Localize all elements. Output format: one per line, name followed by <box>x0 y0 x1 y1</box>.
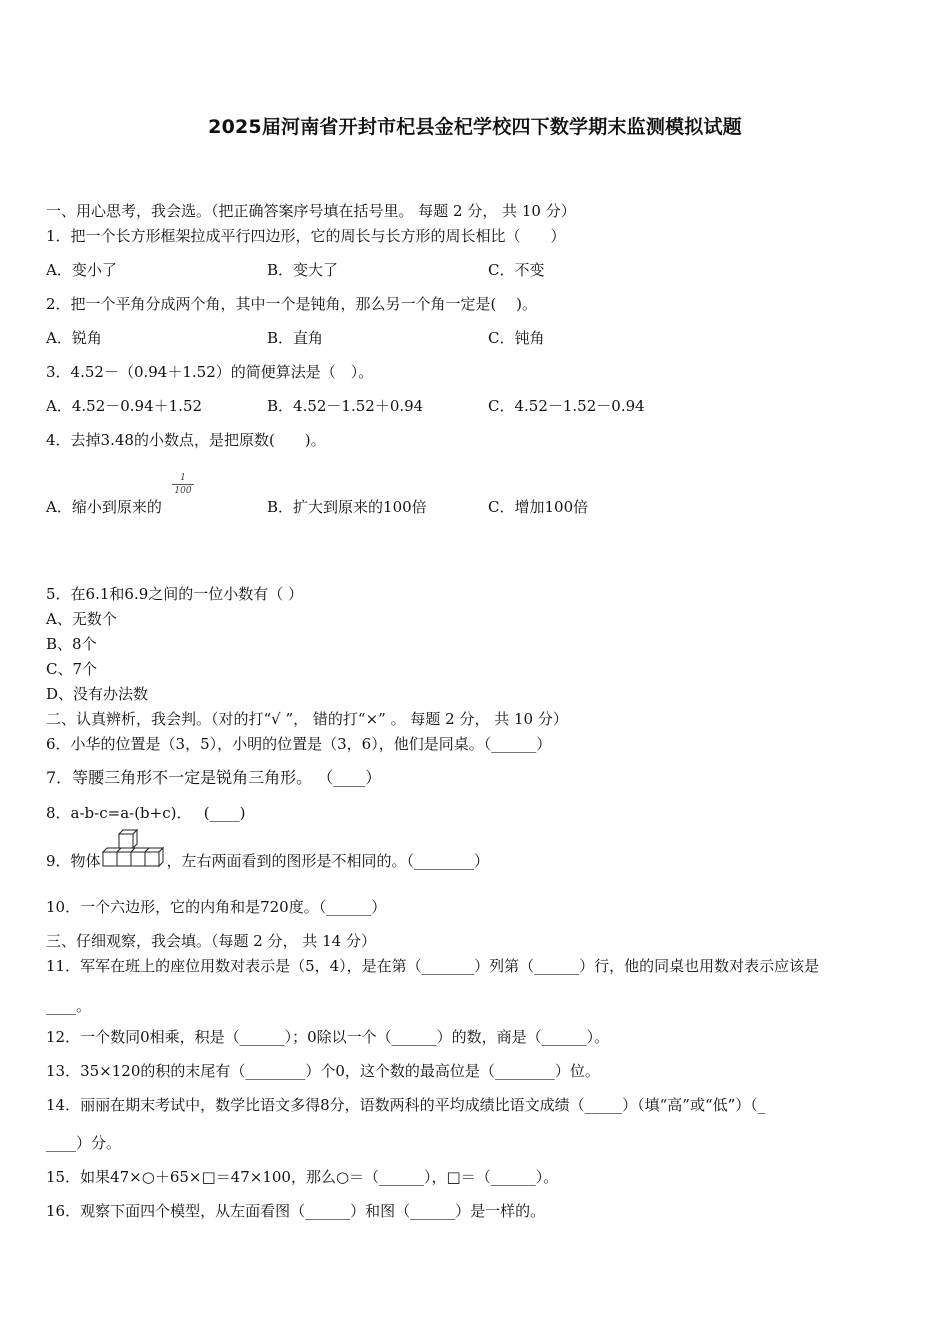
fraction-bar <box>172 484 194 485</box>
q1-option-a: A．变小了 <box>46 261 117 279</box>
q3-option-c: C．4.52－1.52－0.94 <box>488 397 645 415</box>
q5-option-b: B、8个 <box>46 635 97 653</box>
question-12: 12．一个数同0相乘，积是（______）；0除以一个（______）的数，商是（______）。 <box>46 1028 610 1046</box>
question-10: 10．一个六边形，它的内角和是720度。（______） <box>46 898 387 916</box>
q9-text-after: ，左右两面看到的图形是不相同的。（________） <box>166 852 490 870</box>
q4-option-a: A．缩小到原来的 <box>46 498 162 516</box>
q2-option-a: A．锐角 <box>46 329 102 347</box>
q1-option-b: B．变大了 <box>267 261 339 279</box>
question-6: 6．小华的位置是（3，5），小明的位置是（3，6），他们是同桌。（______） <box>46 735 552 753</box>
question-16: 16．观察下面四个模型，从左面看图（______）和图（______）是一样的。 <box>46 1202 546 1220</box>
question-7: 7．等腰三角形不一定是锐角三角形。 （____） <box>46 768 382 787</box>
q2-option-b: B．直角 <box>267 329 324 347</box>
q4-option-c: C．增加100倍 <box>488 498 589 516</box>
q5-option-a: A、无数个 <box>46 610 117 628</box>
fraction-numerator: 1 <box>180 473 186 483</box>
q1-option-c: C．不变 <box>488 261 545 279</box>
q5-option-c: C、7个 <box>46 660 98 678</box>
question-1: 1．把一个长方形框架拉成平行四边形，它的周长与长方形的周长相比（ ） <box>46 227 566 245</box>
q5-option-d: D、没有办法数 <box>46 685 149 703</box>
fraction-one-hundredth <box>172 473 194 496</box>
question-8: 8．a-b-c=a-(b+c)． (____) <box>46 804 246 822</box>
question-11-line-2: ____。 <box>46 997 92 1015</box>
q2-option-c: C．钝角 <box>488 329 545 347</box>
q3-option-b: B．4.52－1.52＋0.94 <box>267 397 424 415</box>
question-11-line-1: 11．军军在班上的座位用数对表示是（5，4），是在第（_______）列第（______）行，他的同桌也用数对表示应该是 <box>46 957 820 975</box>
question-15: 15．如果47×○＋65×□＝47×100，那么○＝（______），□＝（______）。 <box>46 1168 559 1186</box>
q9-text-before: 9．物体 <box>46 852 101 870</box>
question-3: 3．4.52－（0.94＋1.52）的简便算法是（ ）。 <box>46 363 374 381</box>
fraction-denominator: 100 <box>174 486 192 496</box>
section-3-heading: 三、仔细观察，我会填。（每题 2 分， 共 14 分） <box>46 932 376 950</box>
question-4: 4．去掉3.48的小数点，是把原数( )。 <box>46 431 326 449</box>
section-1-heading: 一、用心思考，我会选。（把正确答案序号填在括号里。 每题 2 分， 共 10 分） <box>46 202 576 220</box>
page-title: 2025届河南省开封市杞县金杞学校四下数学期末监测模拟试题 <box>208 116 742 138</box>
q4-option-b: B．扩大到原来的100倍 <box>267 498 427 516</box>
q3-option-a: A．4.52－0.94＋1.52 <box>46 397 203 415</box>
section-2-heading: 二、认真辨析，我会判。（对的打“√ ”， 错的打“×” 。 每题 2 分， 共 10 分） <box>46 710 568 728</box>
question-14-line-2: ____）分。 <box>46 1134 122 1152</box>
question-14-line-1: 14．丽丽在期末考试中，数学比语文多得8分，语数两科的平均成绩比语文成绩（_____）（填“高”或“低”）（_ <box>46 1096 766 1114</box>
question-9 <box>46 850 489 871</box>
question-5: 5．在6.1和6.9之间的一位小数有（ ） <box>46 585 304 603</box>
question-2: 2．把一个平角分成两个角，其中一个是钝角，那么另一个角一定是( )。 <box>46 295 538 313</box>
question-13: 13．35×120的积的末尾有（________）个0，这个数的最高位是（________）位。 <box>46 1062 600 1080</box>
cube-figure-svg <box>101 828 171 872</box>
cube-figure-icon <box>101 850 167 870</box>
